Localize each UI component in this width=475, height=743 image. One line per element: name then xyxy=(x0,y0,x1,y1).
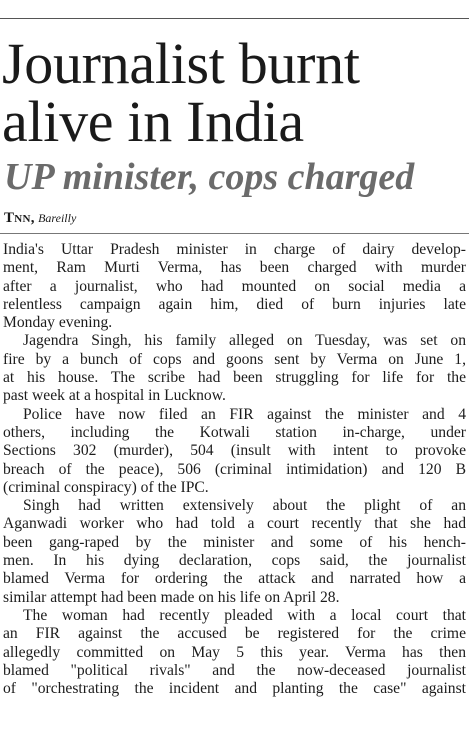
article-line: at his house. The scribe had been struggling for life for the xyxy=(3,369,466,387)
article-line: India's Uttar Pradesh minister in charge of dairy develop- xyxy=(3,241,466,258)
article-line: (criminal conspiracy) of the IPC. xyxy=(3,478,209,496)
byline-rule xyxy=(0,233,469,234)
byline-location: Bareilly xyxy=(38,211,77,225)
article-line: Monday evening. xyxy=(3,314,113,332)
article-line: allegedly committed on May 5 this year. Verma has then xyxy=(3,643,466,661)
top-rule xyxy=(0,18,469,19)
article-line: Aganwadi worker who had told a court recently that she had xyxy=(3,515,466,533)
article-line: after a journalist, who had mounted on social media a xyxy=(3,277,466,295)
article-line: Police have now filed an FIR against the minister and 4 xyxy=(23,405,466,423)
article-line: breach of the peace), 506 (criminal intimidation) and 120 B xyxy=(3,460,466,478)
article-line: blamed "political rivals" and the now-deceased journalist xyxy=(3,661,466,679)
article-line: of "orchestrating the incident and planting the case" against xyxy=(3,680,466,698)
article-line: past week at a hospital in Lucknow. xyxy=(3,387,226,405)
article-line: others, including the Kotwali station in-charge, under xyxy=(3,423,466,441)
subheadline: UP minister, cops charged xyxy=(4,156,415,198)
article-line: Sections 302 (murder), 504 (insult with intent to provoke xyxy=(3,442,466,460)
article-line: relentless campaign again him, died of burn injuries late xyxy=(3,295,466,313)
article-line: ment, Ram Murti Verma, has been charged with murder xyxy=(3,259,466,277)
article-line: similar attempt had been made on his life on April 28. xyxy=(3,588,340,606)
article-line: fire by a bunch of cops and goons sent by Verma on June 1, xyxy=(3,350,466,368)
byline-agency: Tnn, xyxy=(4,210,35,226)
article-body xyxy=(3,241,466,698)
article-line: an FIR against the accused be registered for the crime xyxy=(3,625,466,643)
headline: Journalist burnt alive in India xyxy=(2,31,360,154)
article-line: Jagendra Singh, his family alleged on Tuesday, was set on xyxy=(23,332,466,350)
article-line: Singh had written extensively about the plight of an xyxy=(23,497,466,515)
article-line: The woman had recently pleaded with a local court that xyxy=(23,606,466,624)
article-line: blamed Verma for ordering the attack and narrated how a xyxy=(3,570,466,588)
article-line: been gang-raped by the minister and some of his hench- xyxy=(3,533,466,551)
byline xyxy=(4,210,76,226)
article-line: men. In his dying declaration, cops said, the journalist xyxy=(3,552,466,570)
